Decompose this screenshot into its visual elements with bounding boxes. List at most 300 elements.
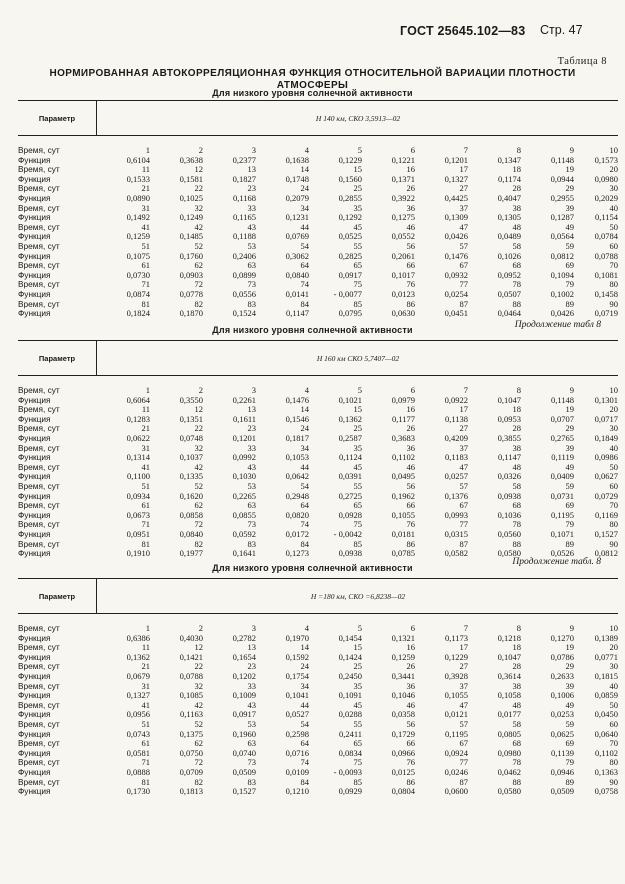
function-cell: 0,0600 xyxy=(444,786,468,797)
function-cell: 0,0951 xyxy=(126,528,150,539)
time-cell: 20 xyxy=(609,404,618,415)
continuation-note: Продолжение табл. 8 xyxy=(512,557,601,567)
time-label: Время, сут xyxy=(18,738,60,749)
time-row xyxy=(18,501,618,511)
time-cell: 29 xyxy=(565,661,574,672)
function-cell: 0,1138 xyxy=(444,413,468,424)
function-cell: 0,0795 xyxy=(338,308,362,319)
time-cell: 70 xyxy=(609,738,618,749)
function-cell: 0,1560 xyxy=(338,173,362,184)
time-cell: 69 xyxy=(565,738,574,749)
time-cell: 66 xyxy=(406,260,415,271)
function-cell: 0,1259 xyxy=(391,651,415,662)
function-row xyxy=(18,634,618,644)
time-cell: 81 xyxy=(141,776,150,787)
function-cell: 0,1037 xyxy=(179,452,203,463)
function-row xyxy=(18,232,618,242)
function-cell: 0,1046 xyxy=(391,690,415,701)
function-cell: 0,1273 xyxy=(285,548,309,559)
time-cell: 60 xyxy=(609,718,618,729)
time-cell: 67 xyxy=(459,260,468,271)
table-header xyxy=(18,100,618,136)
time-cell: 62 xyxy=(194,500,203,511)
function-cell: 0,1327 xyxy=(444,173,468,184)
time-row xyxy=(18,386,618,396)
time-cell: 55 xyxy=(353,240,362,251)
function-cell: 0,1210 xyxy=(285,786,309,797)
time-cell: 85 xyxy=(353,538,362,549)
function-cell: 0,0426 xyxy=(550,308,574,319)
time-cell: 35 xyxy=(353,442,362,453)
time-cell: 83 xyxy=(247,776,256,787)
function-cell: 0,0254 xyxy=(444,288,468,299)
function-cell: 0,1573 xyxy=(594,154,618,165)
function-cell: 0,0141 xyxy=(285,288,309,299)
time-label: Время, сут xyxy=(18,680,60,691)
function-cell: 0,1389 xyxy=(594,632,618,643)
time-cell: 60 xyxy=(609,240,618,251)
function-cell: 0,0358 xyxy=(391,709,415,720)
function-row xyxy=(18,175,618,185)
table-body xyxy=(18,146,618,319)
function-cell: 0,0938 xyxy=(338,548,362,559)
time-cell: 44 xyxy=(300,699,309,710)
function-cell: 0,0625 xyxy=(550,728,574,739)
function-row xyxy=(18,511,618,521)
time-cell: 62 xyxy=(194,738,203,749)
function-cell: 0,0888 xyxy=(126,766,150,777)
time-cell: 39 xyxy=(565,680,574,691)
function-cell: 0,1292 xyxy=(338,212,362,223)
time-cell: 28 xyxy=(512,183,521,194)
function-cell: 0,1058 xyxy=(497,690,521,701)
function-cell: 0,0944 xyxy=(550,173,574,184)
function-cell: 0,1081 xyxy=(594,269,618,280)
function-cell: 0,1970 xyxy=(285,632,309,643)
section-caption: Для низкого уровня солнечной активности xyxy=(212,563,413,573)
function-cell: 0,0786 xyxy=(550,651,574,662)
time-cell: 38 xyxy=(512,442,521,453)
function-cell: 0,1102 xyxy=(594,747,618,758)
time-cell: 89 xyxy=(565,538,574,549)
function-cell: 0,1962 xyxy=(391,490,415,501)
time-cell: 37 xyxy=(459,442,468,453)
function-cell: 0,1376 xyxy=(444,490,468,501)
time-cell: 73 xyxy=(247,519,256,530)
function-cell: 0,0177 xyxy=(497,709,521,720)
function-cell: 0,0556 xyxy=(232,288,256,299)
time-cell: 33 xyxy=(247,202,256,213)
function-cell: 0,0899 xyxy=(232,269,256,280)
function-cell: 0,0740 xyxy=(232,747,256,758)
time-cell: 27 xyxy=(459,183,468,194)
time-cell: 14 xyxy=(300,404,309,415)
time-cell: 78 xyxy=(512,519,521,530)
function-cell: - 0,0042 xyxy=(333,528,362,539)
function-cell: 0,1960 xyxy=(232,728,256,739)
function-cell: 0,1314 xyxy=(126,452,150,463)
time-cell: 41 xyxy=(141,461,150,472)
function-cell: 0,2079 xyxy=(285,192,309,203)
section-caption: Для низкого уровня солнечной активности xyxy=(212,325,413,335)
function-cell: 0,0840 xyxy=(285,269,309,280)
time-cell: 31 xyxy=(141,680,150,691)
time-cell: 3 xyxy=(251,385,256,395)
time-cell: 75 xyxy=(353,757,362,768)
time-cell: 89 xyxy=(565,776,574,787)
function-cell: 0,1249 xyxy=(179,212,203,223)
time-cell: 7 xyxy=(463,623,468,633)
time-row xyxy=(18,520,618,530)
time-label: Время, сут xyxy=(18,461,60,472)
data-table xyxy=(18,578,618,797)
function-cell: 0,1154 xyxy=(594,212,618,223)
time-cell: 40 xyxy=(609,680,618,691)
time-cell: 68 xyxy=(512,738,521,749)
time-cell: 65 xyxy=(353,738,362,749)
function-cell: 0,0812 xyxy=(550,250,574,261)
function-cell: 0,0858 xyxy=(179,509,203,520)
time-cell: 64 xyxy=(300,260,309,271)
function-cell: 0,1375 xyxy=(179,728,203,739)
function-cell: 0,2633 xyxy=(550,670,574,681)
time-cell: 82 xyxy=(194,776,203,787)
time-cell: 75 xyxy=(353,519,362,530)
time-cell: 30 xyxy=(609,183,618,194)
function-cell: 0,0934 xyxy=(126,490,150,501)
function-cell: 0,0326 xyxy=(497,471,521,482)
function-cell: 0,1002 xyxy=(550,288,574,299)
time-cell: 87 xyxy=(459,538,468,549)
function-cell: 0,0717 xyxy=(594,413,618,424)
function-cell: 0,0903 xyxy=(179,269,203,280)
function-cell: 0,1458 xyxy=(594,288,618,299)
function-cell: 0,1870 xyxy=(179,308,203,319)
time-cell: 69 xyxy=(565,260,574,271)
function-cell: 0,2725 xyxy=(338,490,362,501)
time-cell: 70 xyxy=(609,500,618,511)
time-cell: 74 xyxy=(300,519,309,530)
time-cell: 46 xyxy=(406,221,415,232)
function-cell: 0,1748 xyxy=(285,173,309,184)
function-cell: 0,1581 xyxy=(179,173,203,184)
time-row xyxy=(18,482,618,492)
function-label: Функция xyxy=(18,709,51,720)
time-cell: 24 xyxy=(300,423,309,434)
time-cell: 38 xyxy=(512,202,521,213)
time-cell: 2 xyxy=(198,623,203,633)
time-cell: 36 xyxy=(406,442,415,453)
standard-number: ГОСТ 25645.102—83 xyxy=(400,24,526,38)
time-cell: 32 xyxy=(194,680,203,691)
time-cell: 21 xyxy=(141,661,150,672)
function-cell: 0,2765 xyxy=(550,432,574,443)
function-cell: 0,1910 xyxy=(126,548,150,559)
function-cell: 0,1124 xyxy=(338,452,362,463)
function-cell: 0,1094 xyxy=(550,269,574,280)
function-cell: 0,1139 xyxy=(550,747,574,758)
time-cell: 45 xyxy=(353,461,362,472)
time-cell: 5 xyxy=(357,145,362,155)
time-cell: 2 xyxy=(198,145,203,155)
function-cell: 0,1148 xyxy=(550,154,574,165)
time-cell: 27 xyxy=(459,661,468,672)
function-cell: 0,0729 xyxy=(594,490,618,501)
function-cell: 0,6104 xyxy=(126,154,150,165)
time-cell: 42 xyxy=(194,461,203,472)
function-cell: 0,1730 xyxy=(126,786,150,797)
function-cell: 0,0560 xyxy=(497,528,521,539)
function-row xyxy=(18,271,618,281)
data-table xyxy=(18,100,618,319)
time-cell: 81 xyxy=(141,298,150,309)
function-cell: 0,1492 xyxy=(126,212,150,223)
function-cell: 0,6064 xyxy=(126,394,150,405)
time-cell: 13 xyxy=(247,404,256,415)
function-cell: 0,1371 xyxy=(391,173,415,184)
time-cell: 57 xyxy=(459,718,468,729)
function-row xyxy=(18,290,618,300)
function-cell: 0,0464 xyxy=(497,308,521,319)
function-cell: 0,1592 xyxy=(285,651,309,662)
time-label: Время, сут xyxy=(18,279,60,290)
time-cell: 18 xyxy=(512,642,521,653)
time-cell: 55 xyxy=(353,718,362,729)
function-cell: 0,0564 xyxy=(550,231,574,242)
time-cell: 17 xyxy=(459,642,468,653)
time-cell: 73 xyxy=(247,279,256,290)
time-cell: 88 xyxy=(512,776,521,787)
function-cell: 0,0580 xyxy=(497,786,521,797)
time-cell: 17 xyxy=(459,164,468,175)
time-cell: 58 xyxy=(512,240,521,251)
function-cell: 0,0980 xyxy=(497,747,521,758)
function-row xyxy=(18,787,618,797)
time-cell: 79 xyxy=(565,519,574,530)
time-cell: 68 xyxy=(512,260,521,271)
function-cell: 0,0409 xyxy=(550,471,574,482)
function-cell: 0,0592 xyxy=(232,528,256,539)
time-row xyxy=(18,242,618,252)
function-row xyxy=(18,710,618,720)
function-row xyxy=(18,453,618,463)
function-cell: 0,1201 xyxy=(444,154,468,165)
time-row xyxy=(18,424,618,434)
function-cell: 0,2029 xyxy=(594,192,618,203)
function-cell: 0,1006 xyxy=(550,690,574,701)
function-label: Функция xyxy=(18,173,51,184)
time-cell: 57 xyxy=(459,480,468,491)
time-cell: 82 xyxy=(194,298,203,309)
function-cell: 0,2855 xyxy=(338,192,362,203)
time-cell: 85 xyxy=(353,776,362,787)
time-cell: 23 xyxy=(247,661,256,672)
function-row xyxy=(18,492,618,502)
function-cell: - 0,0077 xyxy=(333,288,362,299)
function-cell: 0,0840 xyxy=(179,528,203,539)
time-cell: 2 xyxy=(198,385,203,395)
function-cell: 0,1335 xyxy=(179,471,203,482)
time-cell: 3 xyxy=(251,623,256,633)
function-cell: 0,0917 xyxy=(338,269,362,280)
function-cell: 0,1362 xyxy=(126,651,150,662)
time-row xyxy=(18,682,618,692)
time-cell: 43 xyxy=(247,461,256,472)
time-cell: 85 xyxy=(353,298,362,309)
time-cell: 73 xyxy=(247,757,256,768)
time-label: Время, сут xyxy=(18,298,60,309)
time-label: Время, сут xyxy=(18,661,60,672)
function-cell: 0,1041 xyxy=(285,690,309,701)
time-cell: 40 xyxy=(609,202,618,213)
time-cell: 36 xyxy=(406,202,415,213)
function-cell: 0,0679 xyxy=(126,670,150,681)
time-cell: 24 xyxy=(300,183,309,194)
function-cell: 0,0743 xyxy=(126,728,150,739)
time-row xyxy=(18,463,618,473)
time-cell: 88 xyxy=(512,298,521,309)
time-cell: 25 xyxy=(353,183,362,194)
time-row xyxy=(18,405,618,415)
time-cell: 50 xyxy=(609,699,618,710)
time-cell: 42 xyxy=(194,699,203,710)
time-cell: 1 xyxy=(145,145,150,155)
time-cell: 32 xyxy=(194,442,203,453)
time-cell: 76 xyxy=(406,519,415,530)
time-cell: 67 xyxy=(459,738,468,749)
function-cell: 0,1849 xyxy=(594,432,618,443)
time-row xyxy=(18,662,618,672)
function-cell: 0,1527 xyxy=(594,528,618,539)
time-cell: 71 xyxy=(141,279,150,290)
function-cell: 0,4047 xyxy=(497,192,521,203)
function-label: Функция xyxy=(18,471,51,482)
function-cell: 0,2261 xyxy=(232,394,256,405)
time-cell: 56 xyxy=(406,718,415,729)
time-cell: 82 xyxy=(194,538,203,549)
function-cell: 0,1347 xyxy=(497,154,521,165)
time-row xyxy=(18,223,618,233)
function-cell: 0,1620 xyxy=(179,490,203,501)
function-cell: 0,0257 xyxy=(444,471,468,482)
function-label: Функция xyxy=(18,548,51,559)
function-cell: 0,0731 xyxy=(550,490,574,501)
time-cell: 30 xyxy=(609,661,618,672)
time-row xyxy=(18,204,618,214)
time-cell: 11 xyxy=(141,404,150,415)
function-row xyxy=(18,691,618,701)
function-cell: 0,0785 xyxy=(391,548,415,559)
function-label: Функция xyxy=(18,728,51,739)
function-cell: 0,0784 xyxy=(594,231,618,242)
time-label: Время, сут xyxy=(18,718,60,729)
time-cell: 72 xyxy=(194,279,203,290)
time-cell: 59 xyxy=(565,480,574,491)
function-cell: 0,3683 xyxy=(391,432,415,443)
function-cell: 0,1424 xyxy=(338,651,362,662)
function-cell: 0,1229 xyxy=(338,154,362,165)
time-row xyxy=(18,739,618,749)
time-label: Время, сут xyxy=(18,538,60,549)
function-cell: 0,1754 xyxy=(285,670,309,681)
time-cell: 15 xyxy=(353,642,362,653)
time-cell: 88 xyxy=(512,538,521,549)
function-cell: 0,0788 xyxy=(179,670,203,681)
time-cell: 87 xyxy=(459,298,468,309)
function-cell: 0,1055 xyxy=(444,690,468,701)
time-cell: 5 xyxy=(357,385,362,395)
function-row xyxy=(18,472,618,482)
function-cell: 0,1611 xyxy=(232,413,256,424)
time-cell: 55 xyxy=(353,480,362,491)
function-cell: 0,1221 xyxy=(391,154,415,165)
time-cell: 47 xyxy=(459,461,468,472)
function-cell: 0,0630 xyxy=(391,308,415,319)
time-label: Время, сут xyxy=(18,202,60,213)
function-cell: 0,3614 xyxy=(497,670,521,681)
time-cell: 79 xyxy=(565,757,574,768)
function-row xyxy=(18,768,618,778)
function-label: Функция xyxy=(18,288,51,299)
function-cell: 0,1195 xyxy=(444,728,468,739)
time-label: Время, сут xyxy=(18,423,60,434)
time-cell: 24 xyxy=(300,661,309,672)
function-cell: 0,3550 xyxy=(179,394,203,405)
function-cell: 0,0769 xyxy=(285,231,309,242)
time-cell: 6 xyxy=(410,623,415,633)
function-cell: 0,0953 xyxy=(497,413,521,424)
time-label: Время, сут xyxy=(18,776,60,787)
time-cell: 78 xyxy=(512,757,521,768)
time-cell: 56 xyxy=(406,240,415,251)
function-label: Функция xyxy=(18,250,51,261)
time-cell: 66 xyxy=(406,500,415,511)
function-cell: 0,1147 xyxy=(285,308,309,319)
time-cell: 19 xyxy=(565,404,574,415)
time-cell: 43 xyxy=(247,221,256,232)
function-cell: 0,1047 xyxy=(497,394,521,405)
time-cell: 52 xyxy=(194,718,203,729)
time-cell: 59 xyxy=(565,718,574,729)
function-cell: 0,0580 xyxy=(497,548,521,559)
time-cell: 31 xyxy=(141,442,150,453)
function-cell: 0,4209 xyxy=(444,432,468,443)
function-row xyxy=(18,415,618,425)
time-cell: 36 xyxy=(406,680,415,691)
function-cell: 0,1218 xyxy=(497,632,521,643)
time-cell: 54 xyxy=(300,240,309,251)
time-cell: 13 xyxy=(247,642,256,653)
function-row xyxy=(18,213,618,223)
function-cell: 0,0622 xyxy=(126,432,150,443)
function-cell: 0,1047 xyxy=(497,651,521,662)
time-cell: 53 xyxy=(247,480,256,491)
function-cell: 0,1148 xyxy=(550,394,574,405)
function-cell: 0,1165 xyxy=(232,212,256,223)
time-cell: 39 xyxy=(565,202,574,213)
time-cell: 33 xyxy=(247,442,256,453)
function-cell: 0,1021 xyxy=(338,394,362,405)
function-cell: 0,0946 xyxy=(550,766,574,777)
time-cell: 67 xyxy=(459,500,468,511)
function-row xyxy=(18,156,618,166)
function-cell: 0,1259 xyxy=(126,231,150,242)
time-cell: 77 xyxy=(459,519,468,530)
function-cell: 0,1638 xyxy=(285,154,309,165)
function-cell: 0,0917 xyxy=(232,709,256,720)
time-cell: 8 xyxy=(516,145,521,155)
function-cell: 0,3928 xyxy=(444,670,468,681)
